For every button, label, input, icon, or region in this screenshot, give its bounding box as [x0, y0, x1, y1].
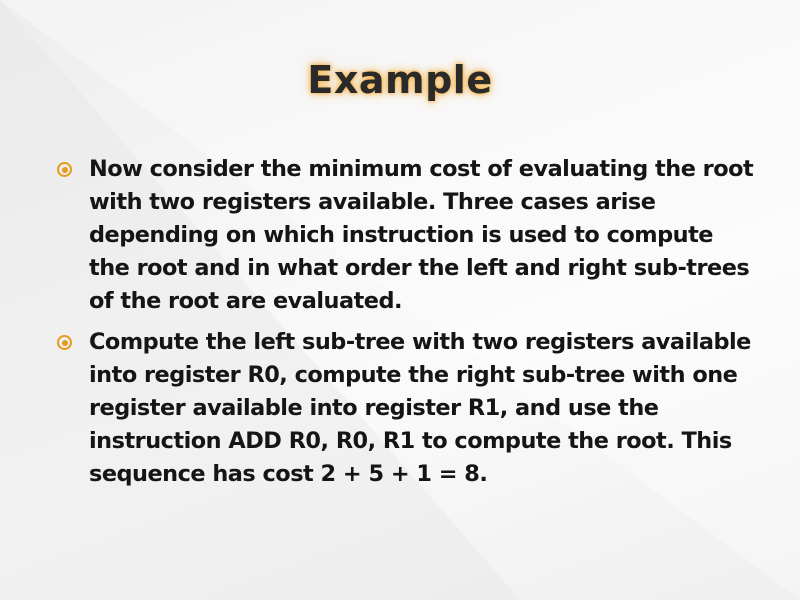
bullet-list: [55, 153, 755, 499]
bullet-text: Compute the left sub-tree with two registers available into register R0, compute the right sub-tree with one register available into register R1, and use the instruction ADD R0, R0, R1 to compute the root. This sequence has cost 2 + 5 + 1 = 8.: [89, 329, 751, 487]
circled-dot-bullet-icon: [57, 162, 72, 177]
bullet-item: [55, 326, 755, 491]
circled-dot-bullet-icon: [57, 335, 72, 350]
bullet-text: Now consider the minimum cost of evaluating the root with two registers available. Three cases arise depending on which instruction is used to compute the root and in what order the left and right sub-trees of the root are evaluated.: [89, 156, 754, 314]
bullet-item: [55, 153, 755, 318]
slide-title: Example: [307, 58, 493, 102]
